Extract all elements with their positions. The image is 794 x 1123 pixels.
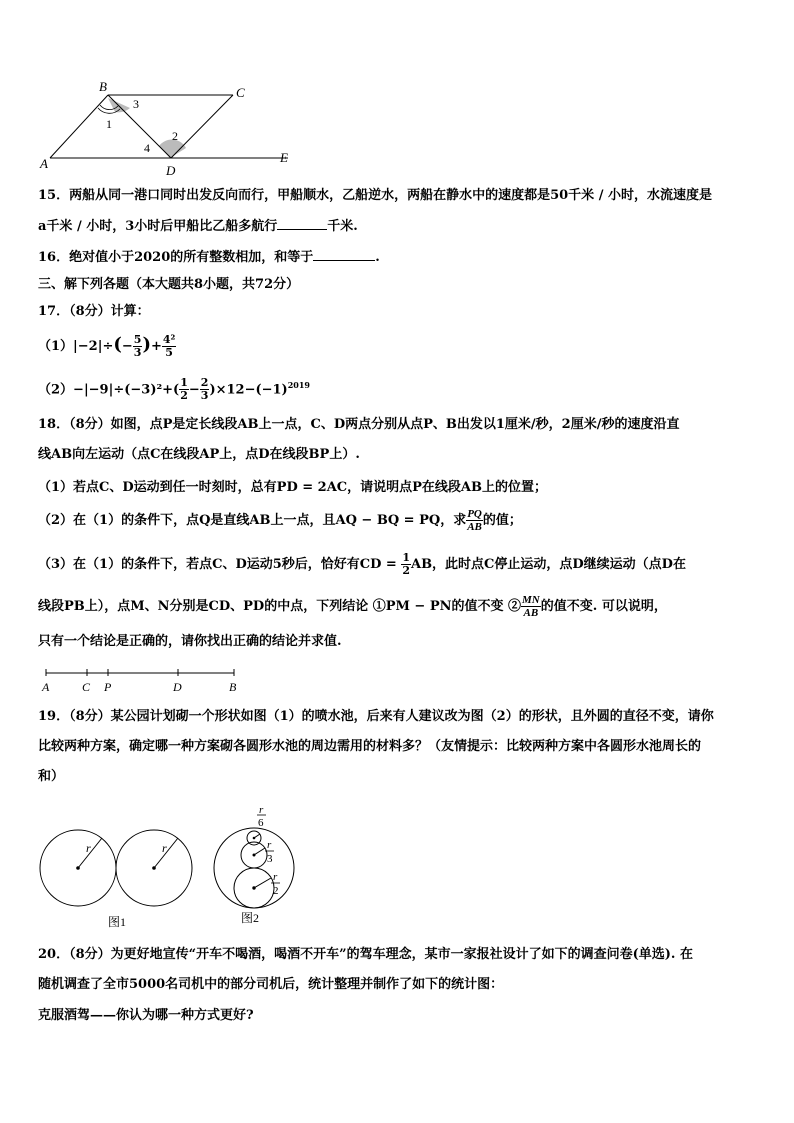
- q17-p1-frac-num: 5: [133, 333, 142, 346]
- q17-part2: [38, 372, 310, 403]
- q17-p2-f2-num: 2: [200, 376, 209, 390]
- q16-text-b: .: [375, 250, 380, 265]
- q18-line4: [38, 508, 522, 534]
- q17-p1-plus: +: [150, 339, 162, 354]
- fig2-r3: r: [267, 839, 272, 851]
- angle-label-4: 4: [144, 141, 150, 155]
- fig1-two-circles: [38, 820, 198, 930]
- q19-line1: 19．（8分）某公园计划砌一个形状如图（1）的喷水池，后来有人建议改为图（2）的形状，且外圆的直径不变，请你: [38, 709, 714, 724]
- q18-l6-b: 的值不变. 可以说明，: [540, 599, 667, 614]
- fig2-caption: 图2: [241, 911, 260, 925]
- q18-l6-frac-num: MN: [522, 594, 540, 606]
- q18-l5-a: （3）在（1）的条件下，若点C、D运动5秒后，恰好有CD =: [38, 557, 402, 572]
- q15-line1: 15．两船从同一港口同时出发反向而行，甲船顺水，乙船逆水，两船在静水中的速度都是50千米 / 小时，水流速度是: [38, 188, 712, 203]
- q18-line1: 18．（8分）如图，点P是定长线段AB上一点，C、D两点分别从点P、B出发以1厘米/秒，2厘米/秒的速度沿直: [38, 417, 680, 432]
- q17-p2-a: −|−9|÷(−3)²+(: [73, 382, 180, 398]
- q17-p2-f1-den: 2: [180, 389, 188, 403]
- seg-label-D: D: [173, 680, 182, 694]
- angle-label-1: 1: [106, 117, 112, 131]
- q18-l5-b: AB，此时点C停止运动，点D继续运动（点D在: [410, 557, 686, 572]
- label-B: B: [99, 79, 107, 94]
- q18-l5-frac-num: 1: [402, 551, 410, 564]
- angle-label-3: 3: [133, 97, 139, 111]
- q16-line: [38, 248, 380, 267]
- q17-p2-b: )×12−(−1): [209, 382, 288, 398]
- q17-part1: （1）|−2|÷(− $\frac{5}{3}$ )+ $\frac{\text{4²}}{5}$: [38, 333, 176, 359]
- q20-line3: 克服酒驾——你认为哪一种方式更好?: [38, 1008, 254, 1023]
- label-C: C: [236, 85, 245, 100]
- q16-text-a: 16．绝对值小于2020的所有整数相加，和等于: [38, 250, 314, 265]
- q18-l4-a: （2）在（1）的条件下，点Q是直线AB上一点，且AQ − BQ = PQ，求: [38, 513, 467, 528]
- q17-p2-f2-den: 3: [200, 389, 209, 403]
- fig1-r-left: r: [86, 841, 91, 855]
- q18-line7: 只有一个结论是正确的，请你找出正确的结论并求值.: [38, 634, 342, 649]
- q15-line2: [38, 217, 358, 236]
- parallelogram-figure: [38, 78, 308, 178]
- q18-line6: [38, 594, 667, 620]
- q18-l4-frac-num: PQ: [467, 508, 482, 520]
- q19-line2: 比较两种方案，确定哪一种方案砌各圆形水池的周边需用的材料多？（友情提示：比较两种方案中各圆形水池周长的: [38, 739, 702, 754]
- fig1-caption: 图1: [108, 915, 127, 929]
- q17-p1-frac2-num: 4²: [162, 333, 176, 346]
- q17-p2-label: （2）: [38, 382, 74, 398]
- label-E: E: [280, 150, 288, 165]
- q16-answer-blank[interactable]: [313, 248, 375, 261]
- fig1-r-right: r: [162, 841, 167, 855]
- q18-l4-frac-den: AB: [467, 521, 482, 533]
- fig2-d6: 6: [258, 817, 264, 829]
- q17-head: 17．（8分）计算：: [38, 304, 150, 319]
- q18-line5: [38, 552, 686, 578]
- q17-p1-frac2-den: 5: [165, 346, 173, 359]
- q15-text-b: 千米.: [327, 219, 358, 234]
- q18-l5-frac-den: 2: [402, 564, 410, 577]
- q15-answer-blank[interactable]: [277, 217, 327, 230]
- q18-line2: 线AB向左运动（点C在线段AP上，点D在线段BP上）.: [38, 447, 360, 462]
- fig2-r2: r: [273, 871, 278, 883]
- q17-p1-frac-den: 3: [133, 346, 142, 359]
- q17-p1-a: |−2|÷: [73, 339, 114, 354]
- q15-text-a: a千米 / 小时，3小时后甲船比乙船多航行: [38, 219, 278, 234]
- q17-p2-exp: 2019: [287, 380, 310, 390]
- q20-line1: 20．（8分）为更好地宣传“开车不喝酒，喝酒不开车”的驾车理念，某市一家报社设计了如下的调查问卷(单选). 在: [38, 947, 693, 962]
- label-D: D: [166, 163, 176, 178]
- q17-p2-f1-num: 1: [180, 376, 188, 390]
- q19-line3: 和）: [38, 769, 65, 784]
- q17-p1-label: （1）: [38, 339, 74, 354]
- section3-title: 三、解下列各题（本大题共8小题，共72分）: [38, 277, 300, 292]
- seg-label-C: C: [82, 680, 91, 694]
- fig2-d3: 3: [267, 853, 273, 865]
- fig2-r6: r: [259, 804, 264, 816]
- fig2-nested-circles: [210, 800, 300, 930]
- seg-label-B: B: [229, 680, 237, 694]
- q20-line2: 随机调查了全市5000名司机中的部分司机后，统计整理并制作了如下的统计图：: [38, 977, 504, 992]
- q18-l4-b: 的值；: [482, 513, 522, 528]
- q18-l6-frac-den: AB: [523, 607, 539, 619]
- q17-p2-minus: −: [188, 382, 200, 398]
- label-A: A: [40, 156, 48, 171]
- angle-label-2: 2: [172, 129, 178, 143]
- q18-l6-a: 线段PB上），点M、N分别是CD、PD的中点，下列结论 ①PM − PN的值不变 ②: [38, 599, 522, 614]
- seg-label-A: A: [42, 680, 50, 694]
- q18-line3: （1）若点C、D运动到任一时刻时，总有PD = 2AC，请说明点P在线段AB上的位置；: [38, 480, 547, 495]
- seg-label-P: P: [104, 680, 112, 694]
- segment-figure: [38, 664, 248, 698]
- fig2-d2: 2: [273, 885, 279, 897]
